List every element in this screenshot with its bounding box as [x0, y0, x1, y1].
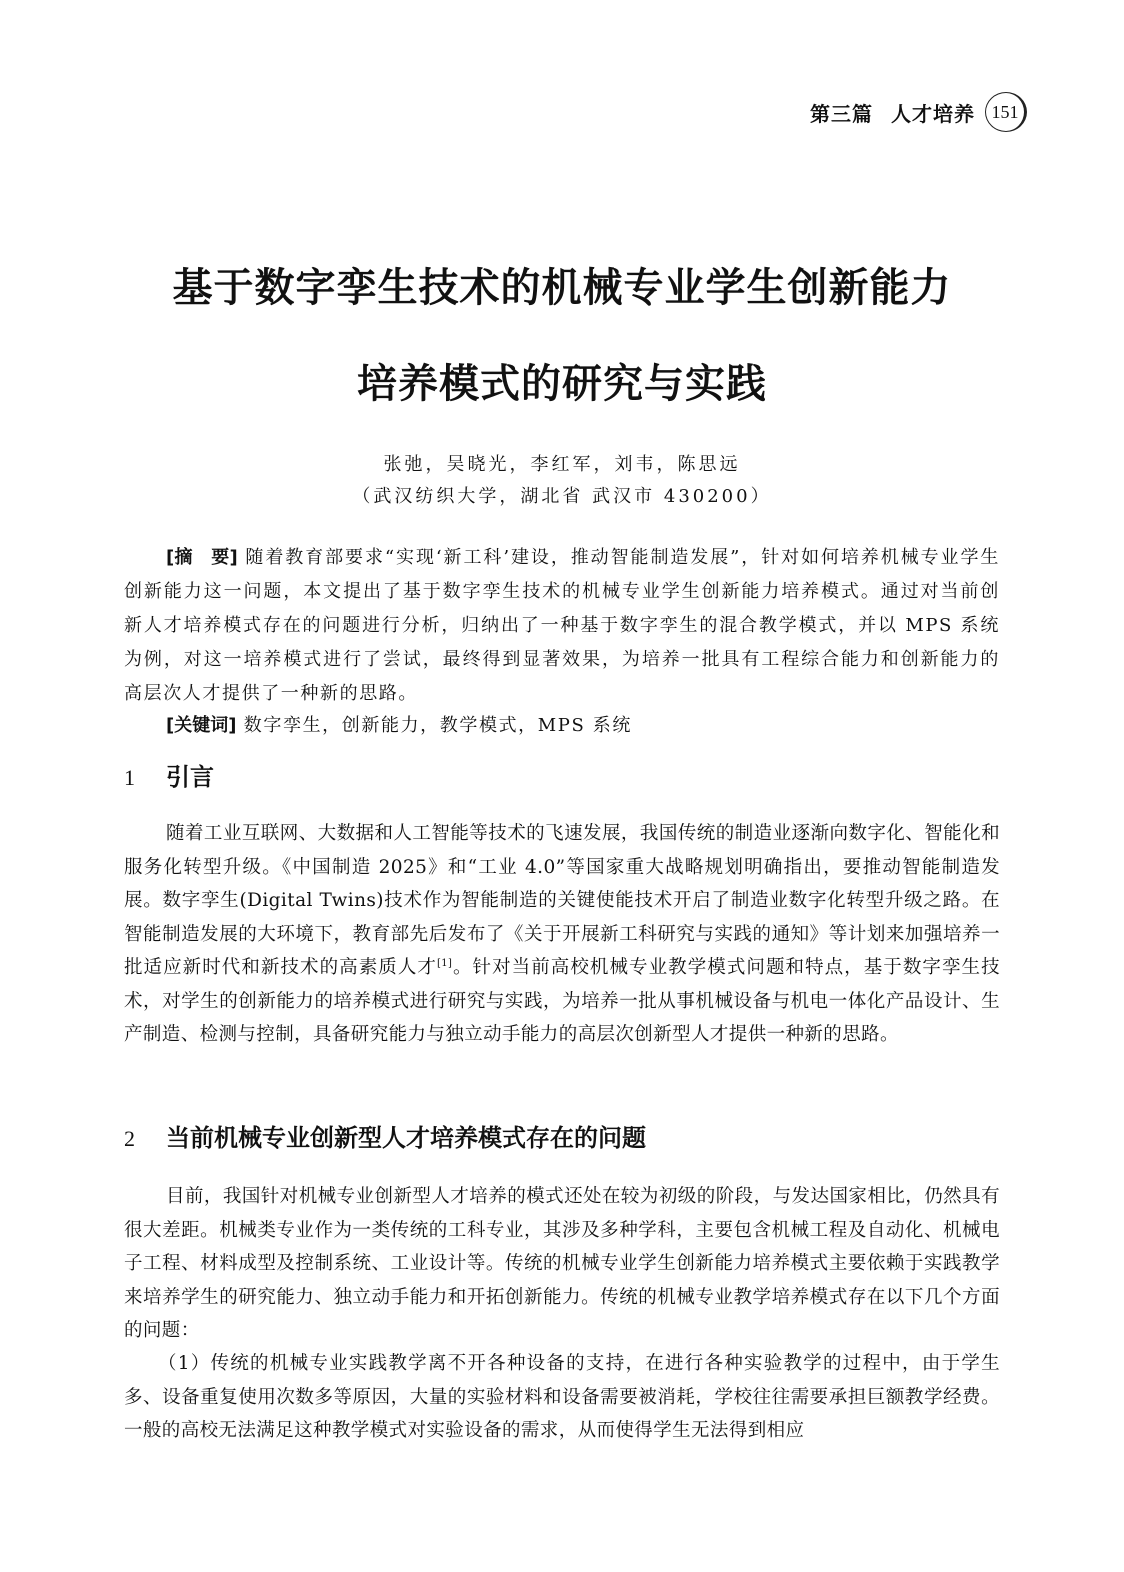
abstract-label: [摘 要]	[166, 547, 238, 568]
section-label: 人才培养	[891, 101, 975, 126]
abstract	[124, 541, 1000, 711]
paragraph-list-item-1: （1）传统的机械专业实践教学离不开各种设备的支持，在进行各种实验教学的过程中，由于学生多、设备重复使用次数多等原因，大量的实验材料和设备需要被消耗，学校往往需要承担巨额教学经费。一般的高校无法满足这种教学模式对实验设备的需求，从而使得学生无法得到相应	[124, 1353, 1000, 1441]
section-number: 2	[124, 1126, 135, 1151]
running-header	[810, 92, 1027, 132]
keywords-label: [关键词]	[166, 715, 237, 736]
running-header-section	[810, 98, 975, 127]
citation-ref: [1]	[436, 957, 453, 969]
abstract-text: 随着教育部要求“实现‘新工科’建设，推动智能制造发展”，针对如何培养机械专业学生创新能力这一问题，本文提出了基于数字孪生技术的机械专业学生创新能力培养模式。通过对当前创新人才培养模式存在的问题进行分析，归纳出了一种基于数字孪生的混合教学模式，并以 MPS 系统为例，对这一培养模式进行了尝试，最终得到显著效果，为培养一批具有工程综合能力和创新能力的高层次人才提供了一种新的思路。	[124, 547, 1001, 704]
paragraph-introduction	[124, 817, 1000, 1052]
section-heading-1	[124, 757, 214, 792]
section-heading-2	[124, 1118, 646, 1153]
section-number: 1	[124, 765, 135, 790]
section-title: 当前机械专业创新型人才培养模式存在的问题	[166, 1123, 646, 1152]
paragraph-text: 随着工业互联网、大数据和人工智能等技术的飞速发展，我国传统的制造业逐渐向数字化、智能化和服务化转型升级。《中国制造 2025》和“工业 4.0”等国家重大战略规划明确指出，要推动智能制造发展。数字孪生(Digital Twins)技术作为智能制造的关键使能技术开启了制造业数字化转型升级之路。在智能制造发展的大环境下，教育部先后发布了《关于开展新工科研究与实践的通知》等计划来加强培养一批适应新时代和新技术的高素质人才	[124, 823, 1000, 978]
paragraph-section-2: 目前，我国针对机械专业创新型人才培养的模式还处在较为初级的阶段，与发达国家相比，仍然具有很大差距。机械类专业作为一类传统的工科专业，其涉及多种学科，主要包含机械工程及自动化、机械电子工程、材料成型及控制系统、工业设计等。传统的机械专业学生创新能力培养模式主要依赖于实践教学来培养学生的研究能力、独立动手能力和开拓创新能力。传统的机械专业教学培养模式存在以下几个方面的问题：	[124, 1186, 1000, 1341]
keywords-text: 数字孪生，创新能力，教学模式，MPS 系统	[243, 715, 632, 736]
paragraph-text: 。针对当前高校机械专业教学模式问题和特点，基于数字孪生技术，对学生的创新能力的培养模式进行研究与实践，为培养一批从事机械设备与机电一体化产品设计、生产制造、检测与控制，具备研究能力与独立动手能力的高层次创新型人才提供一种新的思路。	[124, 957, 1000, 1045]
keywords	[166, 711, 632, 737]
section-title: 引言	[166, 762, 214, 791]
affiliation: （武汉纺织大学，湖北省 武汉市 430200）	[352, 486, 772, 507]
part-label: 第三篇	[810, 101, 873, 126]
authors: 张弛，吴晓光，李红军，刘韦，陈思远	[383, 454, 741, 475]
article-title-line-2: 培养模式的研究与实践	[357, 361, 767, 407]
article-title-line-1: 基于数字孪生技术的机械专业学生创新能力	[172, 265, 952, 311]
page-number: 151	[985, 92, 1027, 132]
